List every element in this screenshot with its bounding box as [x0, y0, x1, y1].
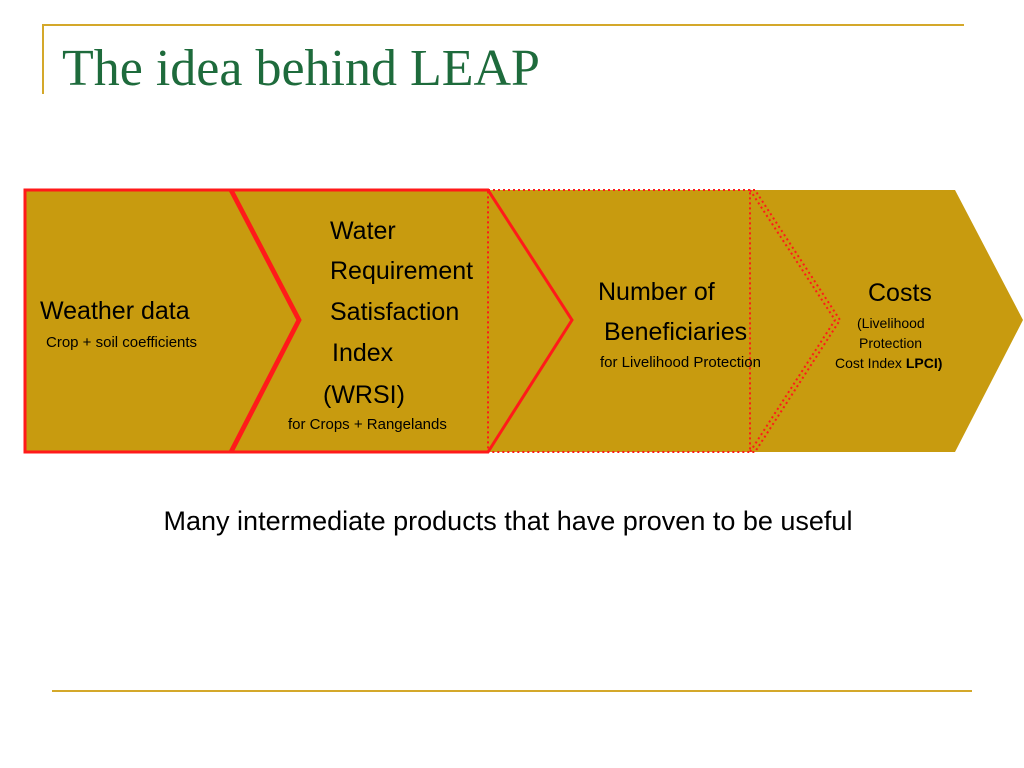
- wrsi-line-3: Satisfaction: [330, 298, 460, 326]
- wrsi-line-4: Index: [332, 339, 394, 367]
- costs-note-3: [835, 353, 942, 373]
- wrsi-line-5: (WRSI): [323, 381, 405, 409]
- beneficiaries-line-2: Beneficiaries: [604, 318, 748, 346]
- weather-note: Crop + soil coefficients: [46, 334, 198, 351]
- caption: Many intermediate products that have proven to be useful: [163, 506, 853, 536]
- costs-note-1: (Livelihood: [857, 315, 925, 331]
- weather-heading: Weather data: [40, 297, 190, 325]
- lpci-abbreviation: LPCI): [905, 355, 943, 371]
- beneficiaries-line-1: Number of: [598, 278, 715, 306]
- slide-title: The idea behind LEAP: [62, 40, 540, 97]
- beneficiaries-note: for Livelihood Protection: [600, 354, 761, 371]
- wrsi-line-1: Water: [330, 217, 396, 245]
- costs-note-3-prefix: Cost Index: [835, 355, 906, 371]
- wrsi-line-2: Requirement: [330, 257, 474, 285]
- costs-note-2: Protection: [859, 335, 923, 351]
- wrsi-note: for Crops + Rangelands: [288, 416, 447, 433]
- costs-heading: Costs: [868, 279, 932, 307]
